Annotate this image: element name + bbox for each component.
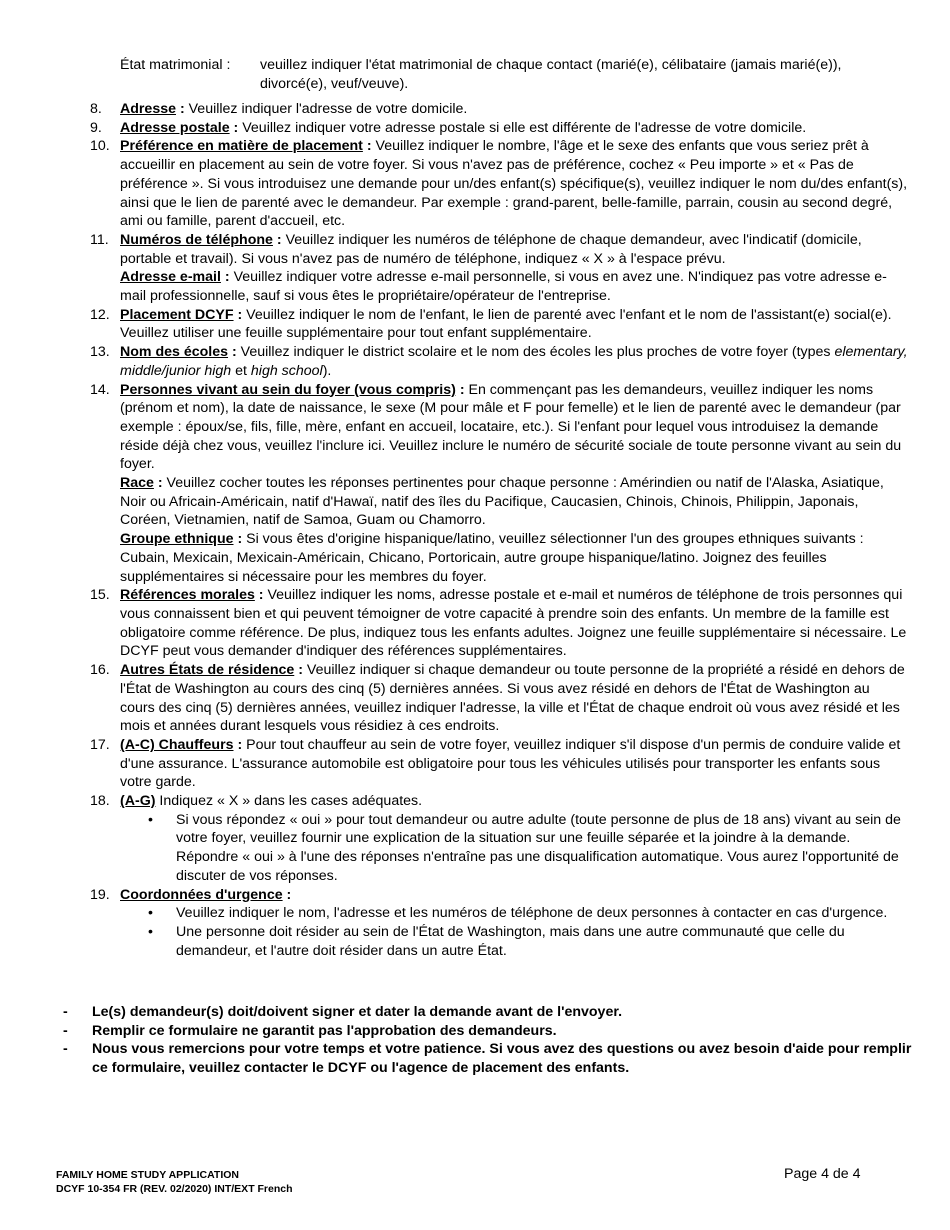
item-text: Veuillez indiquer les noms, adresse postale et e-mail et numéros de téléphone de trois personnes qui vous connaissent bien et qui peuvent témoigner de votre capacité à prendre soin des enfants. Un membre de la famille est obligatoire comme référence. De plus, indiquez tous les enfants adultes. Joignez une feuille supplémentaire si nécessaire. Le DCYF peut vous demander d'indiquer des références supplémentaires. (120, 587, 907, 660)
instruction-item (90, 343, 908, 380)
item-content (120, 343, 908, 380)
item-number: 17. (90, 736, 110, 753)
item-paragraph (120, 586, 908, 661)
item-text: Veuillez indiquer l'adresse de votre domicile. (188, 101, 468, 117)
instruction-item (90, 792, 908, 886)
note-text: Nous vous remercions pour votre temps et votre patience. Si vous avez des questions ou avez besoin d'aide pour remplir ce formulaire, veuillez contacter le DCYF ou l'agence de placement des enfants. (92, 1041, 912, 1077)
heading-colon: : (233, 306, 243, 323)
bullet-text: Si vous répondez « oui » pour tout demandeur ou autre adulte (toute personne de plus de 18 ans) vivant au sein de votre foyer, veuillez fournir une explication de la situation sur une feuille séparée et la joindre à la demande. Répondre « oui » à l'une des réponses n'entraîne pas une disqualification automatique. Vous aurez l'opportunité de discuter de vos réponses. (176, 811, 901, 884)
instruction-item (90, 100, 908, 119)
item-heading: Préférence en matière de placement (120, 138, 363, 155)
item-paragraph (120, 100, 908, 119)
item-paragraph (120, 268, 908, 305)
item-content (120, 119, 908, 138)
heading-colon: : (220, 269, 230, 286)
heading-colon: : (254, 587, 264, 604)
dash-marker: - (63, 1041, 68, 1058)
heading-colon: : (455, 381, 465, 398)
instruction-item (90, 736, 908, 792)
bullet-text: Une personne doit résider au sein de l'État de Washington, mais dans une autre communauté que celle du demandeur, et l'autre doit résider dans un autre État. (176, 923, 845, 959)
item-heading: Adresse (120, 101, 176, 117)
item-paragraph (120, 474, 908, 530)
item-text: Veuillez indiquer si chaque demandeur ou toute personne de la propriété a résidé en dehors de l'État de Washington au cours des cinq (5) dernières années. Si vous avez résidé en dehors de l'État de Washington au cours des cinq (5) dernières années, veuillez indiquer l'adresse, la ville et l'État de chaque endroit où vous avez résidé et les mois et années durant lesquels vous résidiez à ces endroits. (120, 662, 905, 735)
bullet-item (120, 923, 908, 960)
item-heading: Nom des écoles (120, 344, 229, 361)
instruction-item (90, 119, 908, 138)
item-heading: (A-C) Chauffeurs (120, 736, 234, 753)
bullet-list (120, 811, 908, 886)
instruction-item (90, 306, 908, 343)
item-number: 9. (90, 119, 102, 136)
item-heading: Autres États de résidence (120, 662, 295, 679)
heading-colon: : (176, 101, 185, 117)
item-paragraph (120, 119, 908, 138)
item-text: Veuillez indiquer votre adresse postale si elle est différente de l'adresse de votre domicile. (242, 119, 807, 136)
item-content (120, 100, 908, 119)
item-paragraph (120, 792, 908, 811)
item-content (120, 381, 908, 587)
item-paragraph (120, 306, 908, 343)
marital-status-label: État matrimonial : (120, 57, 231, 73)
item-heading: Références morales (120, 587, 255, 604)
item-text: et (231, 362, 251, 379)
bullet-icon: • (148, 811, 153, 828)
dash-marker: - (63, 1004, 68, 1020)
item-text: En commençant pas les demandeurs, veuillez indiquer les noms (prénom et nom), la date de naissance, le sexe (M pour mâle et F pour femelle) et le lien de parenté avec le demandeur (par exemple : époux/se, fils, fille, mère, enfant en accueil, locataire, etc.). Si l'enfant pour lequel vous introduisez la demande réside déjà chez vous, veuillez l'inclure ici. Veuillez inclure le numéro de sécurité sociale de toute personne vivant au sein du foyer. (120, 381, 902, 473)
form-footer-id (56, 1168, 293, 1196)
item-paragraph (120, 736, 908, 792)
item-paragraph (120, 886, 908, 905)
item-heading: Personnes vivant au sein du foyer (vous compris) (120, 381, 456, 398)
item-heading: Adresse postale (120, 119, 230, 136)
item-text: Si vous êtes d'origine hispanique/latino, veuillez sélectionner l'un des groupes ethniques suivants : Cubain, Mexicain, Mexicain-Américain, Chicano, Portoricain, autre groupe hispanique/latino. Joignez des feuilles supplémentaires si nécessaire pour les membres du foyer. (120, 531, 864, 585)
heading-colon: : (228, 344, 237, 361)
item-text: Veuillez indiquer le district scolaire et le nom des écoles les plus proches de votre foyer (types (240, 344, 835, 361)
instruction-item (90, 137, 908, 231)
heading-colon: : (272, 231, 282, 248)
note-text: Le(s) demandeur(s) doit/doivent signer et dater la demande avant de l'envoyer. (92, 1004, 623, 1020)
heading-colon: : (153, 475, 163, 492)
heading-colon: : (282, 886, 292, 903)
item-text: Veuillez indiquer le nombre, l'âge et le sexe des enfants que vous seriez prêt à accueillir en placement au sein de votre foyer. Si vous n'avez pas de préférence, cochez « Peu importe » et « Pas de préférence ». Si vous introduisez une demande pour un/des enfant(s) spécifique(s), veuillez indiquer le nom du/des enfant(s), ainsi que le lien de parenté avec le demandeur. Par exemple : grand-parent, belle-famille, parrain, cousin au second degré, ami ou famille, parent d'accueil, etc. (120, 138, 908, 230)
item-heading: Numéros de téléphone (120, 231, 273, 248)
item-heading: (A-G) (120, 793, 156, 810)
item-text: Veuillez indiquer le nom de l'enfant, le lien de parenté avec l'enfant et le nom de l'assistant(e) social(e). Veuillez utiliser une feuille supplémentaire pour tout enfant supplémentaire. (120, 306, 892, 342)
item-text: Indiquez « X » dans les cases adéquates. (159, 793, 423, 810)
item-heading: Coordonnées d'urgence (120, 886, 283, 903)
item-italic-text: elementary, middle/junior high (120, 344, 908, 379)
item-heading: Placement DCYF (120, 306, 234, 323)
item-paragraph (120, 661, 908, 736)
item-text: Pour tout chauffeur au sein de votre foyer, veuillez indiquer s'il dispose d'un permis de conduire valide et d'une assurance. L'assurance automobile est obligatoire pour tous les véhicules utilisés pour transporter les enfants sous votre garde. (120, 736, 901, 791)
instruction-item (90, 886, 908, 961)
note-item (63, 1040, 913, 1077)
form-number: DCYF 10-354 FR (REV. 02/2020) INT/EXT French (56, 1183, 293, 1195)
bullet-item (120, 904, 908, 923)
final-notes (63, 1003, 913, 1078)
bullet-list (120, 904, 908, 960)
bullet-text: Veuillez indiquer le nom, l'adresse et les numéros de téléphone de deux personnes à contacter en cas d'urgence. (176, 905, 888, 922)
item-heading: Adresse e-mail (120, 269, 221, 286)
item-number: 14. (90, 381, 110, 398)
item-content (120, 306, 908, 343)
note-text: Remplir ce formulaire ne garantit pas l'approbation des demandeurs. (92, 1022, 557, 1039)
item-content (120, 586, 908, 661)
marital-status-row (120, 56, 910, 93)
item-paragraph (120, 530, 908, 586)
item-text: Veuillez cocher toutes les réponses pertinentes pour chaque personne : Amérindien ou natif de l'Alaska, Asiatique, Noir ou Africain-Américain, natif d'Hawaï, natif des îles du Pacifique, Caucasien, Chinois, Chinois, Philippin, Japonais, Coréen, Vietnamien, natif de Samoa, Guam ou Chamorro. (120, 475, 884, 529)
note-item (63, 1003, 913, 1022)
item-paragraph (120, 381, 908, 475)
instruction-item (90, 661, 908, 736)
note-item (63, 1022, 913, 1041)
marital-status-text: veuillez indiquer l'état matrimonial de chaque contact (marié(e), célibataire (jamais marié(e)), divorcé(e), veuf/veuve). (260, 57, 842, 92)
item-text: ). (322, 362, 332, 379)
heading-colon: : (229, 119, 239, 136)
item-heading: Groupe ethnique (120, 531, 234, 548)
item-italic-text: high school (250, 362, 323, 379)
heading-colon: : (362, 138, 372, 155)
item-content (120, 886, 908, 961)
item-content (120, 736, 908, 792)
heading-colon: : (233, 531, 243, 548)
bullet-icon: • (148, 923, 153, 940)
item-number: 8. (90, 101, 102, 117)
bullet-icon: • (148, 905, 153, 922)
item-text: Veuillez indiquer votre adresse e-mail personnelle, si vous en avez une. N'indiquez pas votre adresse e-mail professionnelle, sauf si vous êtes le propriétaire/opérateur de l'entreprise. (120, 269, 887, 305)
instructions-list (90, 100, 908, 960)
instruction-item (90, 231, 908, 306)
item-number: 19. (90, 886, 110, 903)
instruction-item (90, 381, 908, 587)
bullet-item (120, 811, 908, 886)
item-paragraph (120, 343, 908, 380)
item-heading: Race (120, 475, 154, 492)
item-paragraph (120, 231, 908, 268)
page-number: Page 4 de 4 (784, 1166, 861, 1182)
item-paragraph (120, 137, 908, 231)
item-content (120, 661, 908, 736)
item-number: 13. (90, 344, 110, 361)
item-content (120, 231, 908, 306)
item-text: Veuillez indiquer les numéros de téléphone de chaque demandeur, avec l'indicatif (domicile, portable et travail). Si vous n'avez pas de numéro de téléphone, indiquez « X » à l'espace prévu. (120, 231, 862, 267)
form-title: FAMILY HOME STUDY APPLICATION (56, 1169, 239, 1181)
heading-colon: : (233, 736, 243, 753)
item-content (120, 792, 908, 886)
item-number: 12. (90, 306, 110, 323)
heading-colon: : (294, 662, 303, 679)
item-number: 11. (90, 231, 109, 248)
item-number: 10. (90, 138, 110, 155)
item-content (120, 137, 908, 231)
item-number: 15. (90, 587, 110, 604)
instruction-item (90, 586, 908, 661)
item-number: 16. (90, 662, 110, 679)
dash-marker: - (63, 1022, 68, 1039)
item-number: 18. (90, 793, 110, 810)
